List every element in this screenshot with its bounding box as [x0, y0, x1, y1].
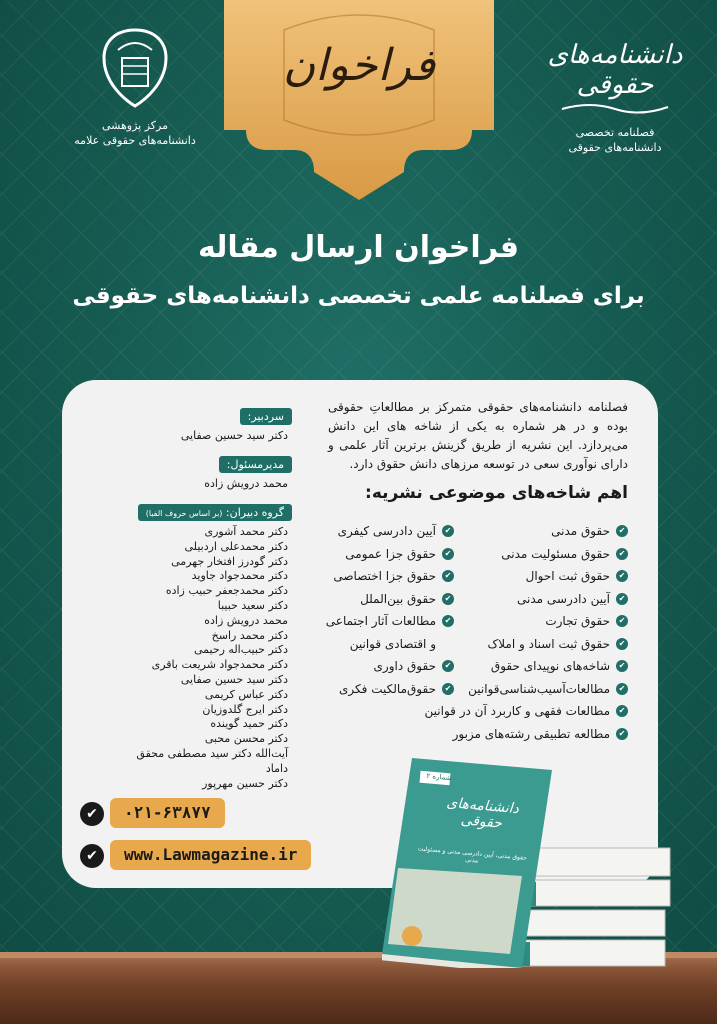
check-icon: ✔ — [442, 548, 454, 560]
list-item: دکتر حسین مهرپور — [202, 776, 288, 790]
list-item: ✔ حقوق ثبت احوال — [463, 565, 628, 588]
branches-left-list — [304, 520, 454, 700]
list-item: ✔ حقوق مسئولیت مدنی — [463, 543, 628, 566]
book-number: شماره ۲ — [426, 771, 452, 783]
logo-left-caption-2: دانشنامه‌های حقوقی علامه — [74, 134, 196, 147]
check-icon: ✔ — [442, 593, 454, 605]
book-brand: دانشنامه‌های حقوقی — [445, 794, 520, 832]
journal-book — [382, 758, 552, 972]
check-icon: ✔ — [616, 638, 628, 650]
list-item: ✔ حقوق مدنی — [463, 520, 628, 543]
list-item: دکتر محمدعلی اردبیلی — [184, 539, 288, 553]
list-item: ✔ مطالعه تطبیقی رشته‌های مزبور — [463, 723, 628, 746]
check-icon: ✔ — [616, 548, 628, 560]
check-icon: ✔ — [80, 844, 104, 868]
banner-title: فراخوان — [282, 40, 435, 91]
phone-number[interactable]: ۰۲۱-۶۳۸۷۷ — [110, 798, 225, 828]
list-item: ✔ حقوق جزا عمومی — [304, 543, 454, 566]
list-item: دکتر محمدجعفر حبیب زاده — [165, 584, 288, 598]
list-item: دکتر محسن محبی — [204, 732, 288, 746]
list-item: ✔ حقوق ثبت اسناد و املاک — [463, 633, 628, 656]
list-item: ✔ حقوق داوری — [304, 655, 454, 678]
editor-name: دکتر سید حسین صفایی — [180, 429, 288, 442]
check-icon: ✔ — [80, 802, 104, 826]
check-icon: ✔ — [616, 660, 628, 672]
list-item: ✔ مطالعات فقهی و کاربرد آن در قوانین — [463, 700, 628, 723]
check-icon: ✔ — [442, 660, 454, 672]
list-item: ✔ حقوق تجارت — [463, 610, 628, 633]
list-item: ✔ آیین دادرسی مدنی — [463, 588, 628, 611]
check-icon: ✔ — [616, 728, 628, 740]
brand-swash-icon — [560, 101, 670, 115]
list-item: دکتر عباس کریمی — [204, 687, 288, 701]
check-icon: ✔ — [616, 570, 628, 582]
check-icon: ✔ — [442, 683, 454, 695]
list-item: دکتر حبیب‌اله رحیمی — [193, 643, 288, 657]
list-item: ✔ حقوق بین‌الملل — [304, 588, 454, 611]
journal-brand-script: دانشنامه‌های حقوقی — [547, 40, 683, 100]
check-icon: ✔ — [616, 615, 628, 627]
board-label: گروه دبیران: (بر اساس حروف الفبا) — [138, 504, 292, 521]
list-item: دکتر گودرز افتخار جهرمی — [171, 554, 288, 568]
logo-left-caption-1: مرکز پژوهشی — [102, 119, 168, 132]
check-icon: ✔ — [442, 615, 454, 627]
list-item: و اقتصادی قوانین — [349, 636, 436, 651]
manager-label: مدیرمسئول: — [219, 456, 292, 473]
list-item: ✔ حقوق جزا اختصاصی — [304, 565, 454, 588]
check-icon: ✔ — [616, 683, 628, 695]
intro-text: فصلنامه دانشنامه‌های حقوقی متمرکز بر مطالعاتِ حقوقی بوده و در هر شماره به یکی از شاخه های این دانش می‌پردازد. این نشریه از طریق گزینش برترین آثار علمی و دارای نوآوری سعی در توسعه مرزهای دانش حقوق دارد. — [328, 400, 628, 471]
list-item: محمد درویش زاده — [204, 613, 288, 627]
branches-right-list — [424, 520, 628, 745]
banner-shape — [224, 0, 494, 200]
logo-right-caption-1: فصلنامه تخصصی — [575, 126, 655, 139]
list-item: دکتر محمدجواد جاوید — [191, 569, 288, 583]
list-item: ✔ حقوق‌مالکیت فکری — [304, 678, 454, 701]
list-item: دکتر محمدجواد شریعت باقری — [151, 658, 288, 672]
check-icon: ✔ — [442, 570, 454, 582]
shield-logo-icon — [100, 28, 170, 108]
check-icon: ✔ — [616, 705, 628, 717]
branches-title: اهم شاخه‌های موضوعی نشریه: — [365, 483, 628, 503]
editor-label: سردبیر: — [240, 408, 292, 425]
list-item: ✔ مطالعات آثار اجتماعی — [304, 610, 454, 633]
check-icon: ✔ — [616, 593, 628, 605]
top-banner — [224, 0, 494, 200]
list-item: دکتر سعید حبیبا — [217, 598, 288, 612]
website-link[interactable]: www.Lawmagazine.ir — [110, 840, 311, 870]
check-icon: ✔ — [616, 525, 628, 537]
manager-name: محمد درویش زاده — [204, 477, 288, 490]
list-item: ✔ شاخه‌های نوپیدای حقوق — [463, 655, 628, 678]
book-subject: حقوق مدنی، آیین دادرسی مدنی و مسئولیت مدنی — [417, 845, 528, 865]
board-note: (بر اساس حروف الفبا) — [145, 509, 223, 518]
list-item: ✔ مطالعات‌آسیب‌شناسی‌قوانین — [463, 678, 628, 701]
list-item: دکتر محمد راسخ — [211, 628, 288, 642]
content-card — [62, 380, 658, 888]
list-item: دکتر ایرج گلدوزیان — [202, 702, 288, 716]
research-center-logo — [60, 28, 210, 148]
check-icon: ✔ — [442, 525, 454, 537]
headline — [0, 230, 717, 309]
logo-right-caption-2: دانشنامه‌های حقوقی — [568, 141, 662, 154]
list-item: دکتر سید حسین صفایی — [180, 672, 288, 686]
list-item: آیت‌الله دکتر سید مصطفی محقق داماد — [136, 746, 288, 775]
list-item: دکتر حمید گوینده — [210, 717, 288, 731]
list-item: ✔ آیین دادرسی کیفری — [304, 520, 454, 543]
journal-logo — [540, 40, 690, 155]
headline-subtitle: برای فصلنامه علمی تخصصی دانشنامه‌های حقوقی — [72, 283, 645, 309]
headline-title: فراخوان ارسال مقاله — [197, 230, 520, 265]
board-list — [132, 525, 292, 791]
list-item: دکتر محمد آشوری — [204, 525, 288, 538]
staff-column — [132, 408, 292, 791]
